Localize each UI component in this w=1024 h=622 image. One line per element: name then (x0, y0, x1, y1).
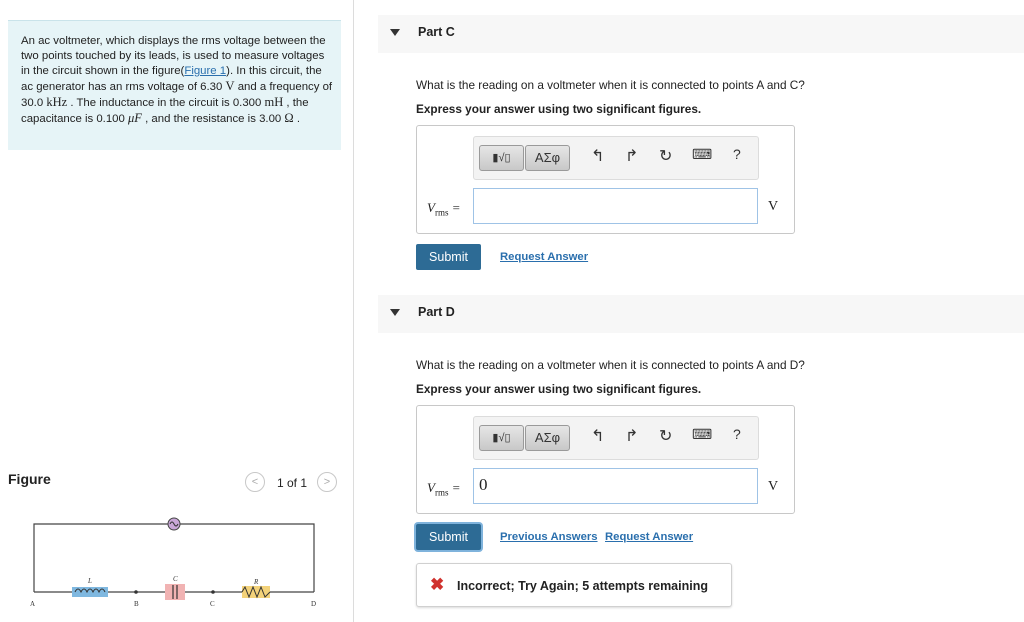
problem-statement (8, 20, 341, 150)
part-d-instruction: Express your answer using two significant figures. (416, 382, 702, 396)
part-d-answer-input[interactable]: 0 (473, 468, 758, 504)
part-c-question: What is the reading on a voltmeter when it is connected to points A and C? (416, 78, 805, 92)
unit-uf: μF (128, 111, 142, 125)
problem-text: . The inductance in the circuit is 0.300 (67, 97, 265, 109)
unit-ohm: Ω (284, 111, 294, 125)
vrms-label: $V_{rms}$ = (427, 200, 461, 218)
templates-button[interactable]: ▮√▯ (479, 145, 524, 171)
part-c-answer-box (416, 125, 795, 234)
redo-icon[interactable]: ↱ (625, 428, 639, 445)
figure-counter: 1 of 1 (277, 476, 308, 490)
part-c-instruction: Express your answer using two significant figures. (416, 102, 702, 116)
problem-text: , and the resistance is 3.00 (141, 113, 285, 125)
templates-button[interactable]: ▮√▯ (479, 425, 524, 451)
part-d-request-answer-link[interactable]: Request Answer (605, 531, 694, 543)
previous-answers-link[interactable]: Previous Answers (500, 531, 598, 543)
problem-text: An ac voltmeter, which displays the rms voltage between the two points touched by its leads, is used to measure voltages in the circuit shown in the figure( (21, 35, 326, 77)
part-c-header[interactable] (378, 15, 1024, 53)
label-point-a: A (30, 600, 36, 608)
math-toolbar (473, 136, 759, 180)
help-icon[interactable]: ? (733, 426, 741, 442)
next-figure-button[interactable]: > (317, 472, 337, 492)
problem-text: ). In this circuit, the ac generator has an rms voltage of 6.30 (21, 65, 322, 93)
collapse-triangle-icon[interactable] (390, 309, 400, 316)
vrms-label: $V_{rms}$ = (427, 480, 461, 498)
figure-title: Figure (8, 471, 51, 487)
part-c-answer-input[interactable] (473, 188, 758, 224)
part-c-request-answer-link[interactable]: Request Answer (500, 251, 589, 263)
part-c-submit-button[interactable]: Submit (416, 244, 481, 270)
redo-icon[interactable]: ↱ (625, 148, 639, 165)
reset-icon[interactable]: ↻ (659, 428, 673, 445)
label-point-d: D (311, 600, 317, 608)
left-panel (0, 0, 354, 622)
keyboard-icon[interactable]: ⌨ (692, 146, 713, 162)
unit-khz: kHz (46, 95, 68, 109)
math-toolbar (473, 416, 759, 460)
part-c-unit: V (768, 199, 779, 214)
unit-volts: V (225, 79, 235, 93)
label-point-c: C (210, 600, 215, 608)
part-d-question: What is the reading on a voltmeter when it is connected to points A and D? (416, 358, 805, 372)
unit-mh: mH (264, 95, 284, 109)
incorrect-icon: ✖ (430, 575, 445, 594)
prev-figure-button[interactable]: < (245, 472, 265, 492)
help-icon[interactable]: ? (733, 146, 741, 162)
symbols-button[interactable]: ΑΣφ (525, 425, 570, 451)
problem-text: . (293, 113, 301, 125)
label-r: R (254, 578, 259, 586)
symbols-button[interactable]: ΑΣφ (525, 145, 570, 171)
keyboard-icon[interactable]: ⌨ (692, 426, 713, 442)
label-l: L (88, 577, 92, 585)
collapse-triangle-icon[interactable] (390, 29, 400, 36)
part-d-unit: V (768, 479, 779, 494)
circuit-diagram (30, 512, 330, 610)
part-c-title: Part C (418, 25, 455, 39)
part-d-answer-box (416, 405, 795, 514)
problem-text: and a frequency of 30.0 (21, 81, 333, 109)
feedback-box (416, 563, 732, 607)
part-d-submit-button[interactable]: Submit (416, 524, 481, 550)
part-d-title: Part D (418, 305, 455, 319)
reset-icon[interactable]: ↻ (659, 148, 673, 165)
part-d-header[interactable] (378, 295, 1024, 333)
problem-text: , the capacitance is 0.100 (21, 97, 309, 125)
undo-icon[interactable]: ↰ (591, 148, 605, 165)
capacitor-icon (165, 584, 185, 600)
figure-link[interactable]: Figure 1 (184, 65, 227, 77)
label-point-b: B (134, 600, 139, 608)
feedback-message: Incorrect; Try Again; 5 attempts remaining (457, 579, 708, 593)
undo-icon[interactable]: ↰ (591, 428, 605, 445)
label-c: C (173, 575, 178, 583)
